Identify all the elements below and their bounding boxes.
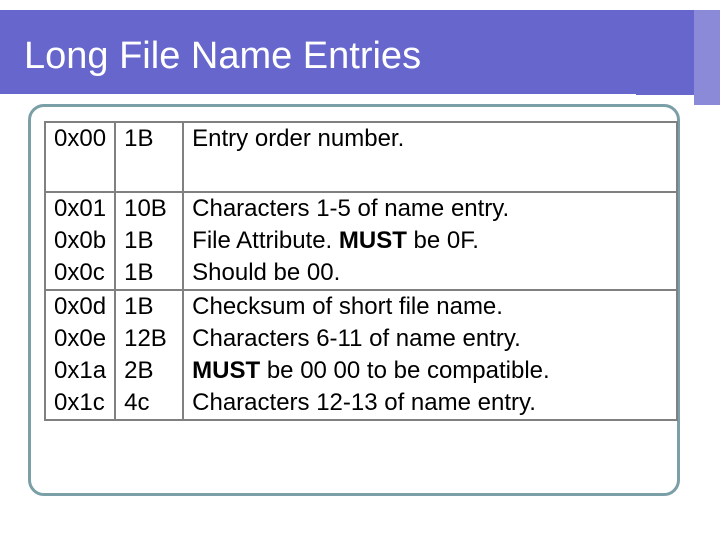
offset-cell: 0x1c	[45, 387, 115, 420]
size-cell: 2B	[115, 355, 183, 387]
table-row	[45, 257, 677, 290]
must-emphasis: MUST	[192, 357, 261, 384]
offset-cell: 0x00	[45, 122, 115, 192]
table-row	[45, 192, 677, 225]
size-cell: 1B	[115, 122, 183, 192]
description-cell: Characters 12-13 of name entry.	[183, 387, 677, 420]
size-cell: 1B	[115, 257, 183, 290]
table-row	[45, 323, 677, 355]
offset-cell: 0x0b	[54, 227, 107, 254]
size-cell: 12B	[115, 323, 183, 355]
description-cell	[183, 355, 677, 387]
slide-title: Long File Name Entries	[24, 35, 422, 77]
description-cell: Characters 6-11 of name entry.	[183, 323, 677, 355]
size-cell: 1B	[115, 290, 183, 323]
description-cell: Characters 1-5 of name entry.	[183, 192, 677, 225]
offset-cell: 0x1a	[54, 357, 107, 384]
title-underline	[0, 94, 636, 97]
description-text: File Attribute.	[192, 227, 339, 254]
description-cell: Should be 00.	[183, 257, 677, 290]
size-cell: 4c	[115, 387, 183, 420]
offset-cell: 0x0e	[54, 325, 107, 352]
table-row	[45, 387, 677, 420]
table-row	[45, 290, 677, 323]
size-cell: 1B	[115, 225, 183, 257]
title-bar-shadow	[694, 10, 720, 105]
table-row	[45, 122, 677, 192]
table-row	[45, 355, 677, 387]
description-cell: Entry order number.	[183, 122, 677, 192]
lfn-entries-table	[44, 121, 678, 421]
table-row	[45, 225, 677, 257]
description-text: be 00 00 to be compatible.	[260, 357, 550, 384]
description-cell	[183, 225, 677, 257]
size-cell: 10B	[115, 192, 183, 225]
offset-cell: 0x01	[54, 195, 107, 222]
offset-cell: 0x0c	[45, 257, 115, 290]
description-cell: Checksum of short file name.	[183, 290, 677, 323]
offset-cell: 0x0d	[54, 293, 107, 320]
description-text: be 0F.	[406, 227, 479, 254]
must-emphasis: MUST	[338, 227, 407, 254]
